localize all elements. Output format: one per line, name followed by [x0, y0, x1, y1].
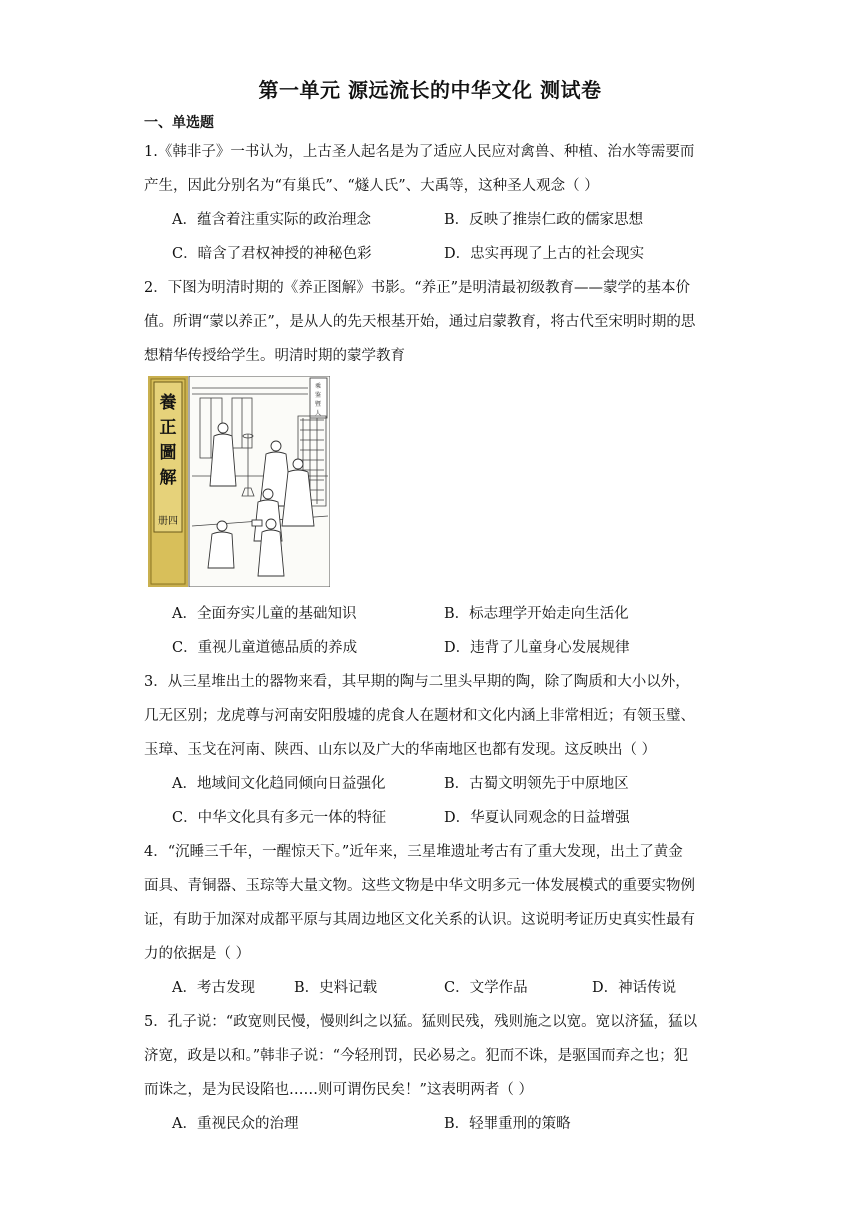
question-2-line-1: 2．下图为明清时期的《养正图解》书影。“养正”是明清最初级教育——蒙学的基本价	[144, 280, 691, 296]
question-4-option-a[interactable]: A．考古发现	[172, 980, 255, 996]
question-4-line-2: 面具、青铜器、玉琮等大量文物。这些文物是中华文明多元一体发展模式的重要实物例	[144, 878, 695, 894]
question-1-option-b[interactable]: B．反映了推崇仁政的儒家思想	[444, 212, 644, 228]
question-3-option-c[interactable]: C．中华文化具有多元一体的特征	[172, 810, 387, 826]
cover-title-char-1: 養	[159, 393, 177, 413]
section-heading: 一、单选题	[144, 115, 214, 131]
question-1-line-1: 1.《韩非子》一书认为，上古圣人起名是为了适应人民应对禽兽、种植、治水等需要而	[144, 144, 695, 160]
question-3-line-2: 几无区别；龙虎尊与河南安阳殷墟的虎食人在题材和文化内涵上非常相近；有领玉璧、	[144, 708, 695, 724]
cover-title-char-2: 正	[159, 418, 177, 438]
page-caption-4: 人	[314, 410, 322, 417]
question-4-line-4: 力的依据是（ ）	[144, 946, 251, 962]
question-3-option-d[interactable]: D．华夏认同观念的日益增强	[444, 810, 630, 826]
question-1-option-a[interactable]: A．蕴含着注重实际的政治理念	[172, 212, 371, 228]
question-5-line-2: 济宽，政是以和。”韩非子说：“今轻刑罚，民必易之。犯而不诛，是驱国而弃之也；犯	[144, 1048, 689, 1064]
question-3-option-b[interactable]: B．古蜀文明领先于中原地区	[444, 776, 629, 792]
question-2-line-3: 想精华传授给学生。明清时期的蒙学教育	[144, 348, 405, 364]
question-4-option-d[interactable]: D．神话传说	[592, 980, 677, 996]
page-caption: 乘	[314, 383, 322, 390]
page-caption-2: 鉴	[314, 392, 322, 399]
question-4-line-3: 证，有助于加深对成都平原与其周边地区文化关系的认识。这说明考证历史真实性最有	[144, 912, 695, 928]
question-4-option-c[interactable]: C．文学作品	[444, 980, 528, 996]
question-4-line-1: 4．“沉睡三千年，一醒惊天下。”近年来，三星堆遗址考古有了重大发现，出土了黄金	[144, 844, 683, 860]
question-3-line-1: 3．从三星堆出土的器物来看，其早期的陶与二里头早期的陶，除了陶质和大小以外，	[144, 674, 690, 690]
question-1-line-2: 产生，因此分别名为“有巢氏”、“燧人氏”、大禹等，这种圣人观念（ ）	[144, 178, 599, 194]
question-2-option-d[interactable]: D．违背了儿童身心发展规律	[444, 640, 630, 656]
cover-title-char-3: 圖	[159, 443, 177, 463]
page-caption-3: 暨	[314, 401, 322, 408]
question-5-line-3: 而诛之，是为民设陷也……则可谓伤民矣！”这表明两者（ ）	[144, 1082, 534, 1098]
question-2-option-c[interactable]: C．重视儿童道德品质的养成	[172, 640, 358, 656]
exam-title: 第一单元 源远流长的中华文化 测试卷	[258, 78, 602, 102]
cover-volume: 册四	[158, 516, 178, 527]
question-5-option-a[interactable]: A．重视民众的治理	[172, 1116, 299, 1132]
question-3-option-a[interactable]: A．地域间文化趋同倾向日益强化	[172, 776, 386, 792]
question-2-line-2: 值。所谓“蒙以养正”，是从人的先天根基开始，通过启蒙教育，将古代至宋明时期的思	[144, 314, 696, 330]
question-1-option-c[interactable]: C．暗含了君权神授的神秘色彩	[172, 246, 372, 262]
question-5-option-b[interactable]: B．轻罪重刑的策略	[444, 1116, 571, 1132]
question-2-option-b[interactable]: B．标志理学开始走向生活化	[444, 606, 629, 622]
question-1-option-d[interactable]: D．忠实再现了上古的社会现实	[444, 246, 645, 262]
question-4-option-b[interactable]: B．史料记载	[294, 980, 378, 996]
cover-title-char-4: 解	[159, 468, 177, 488]
question-2-option-a[interactable]: A．全面夯实儿童的基础知识	[172, 606, 357, 622]
question-3-line-3: 玉璋、玉戈在河南、陕西、山东以及广大的华南地区也都有发现。这反映出（ ）	[144, 742, 657, 758]
question-5-line-1: 5．孔子说：“政宽则民慢，慢则纠之以猛。猛则民残，残则施之以宽。宽以济猛，猛以	[144, 1014, 698, 1030]
yangzheng-tujie-illustration	[148, 376, 330, 587]
